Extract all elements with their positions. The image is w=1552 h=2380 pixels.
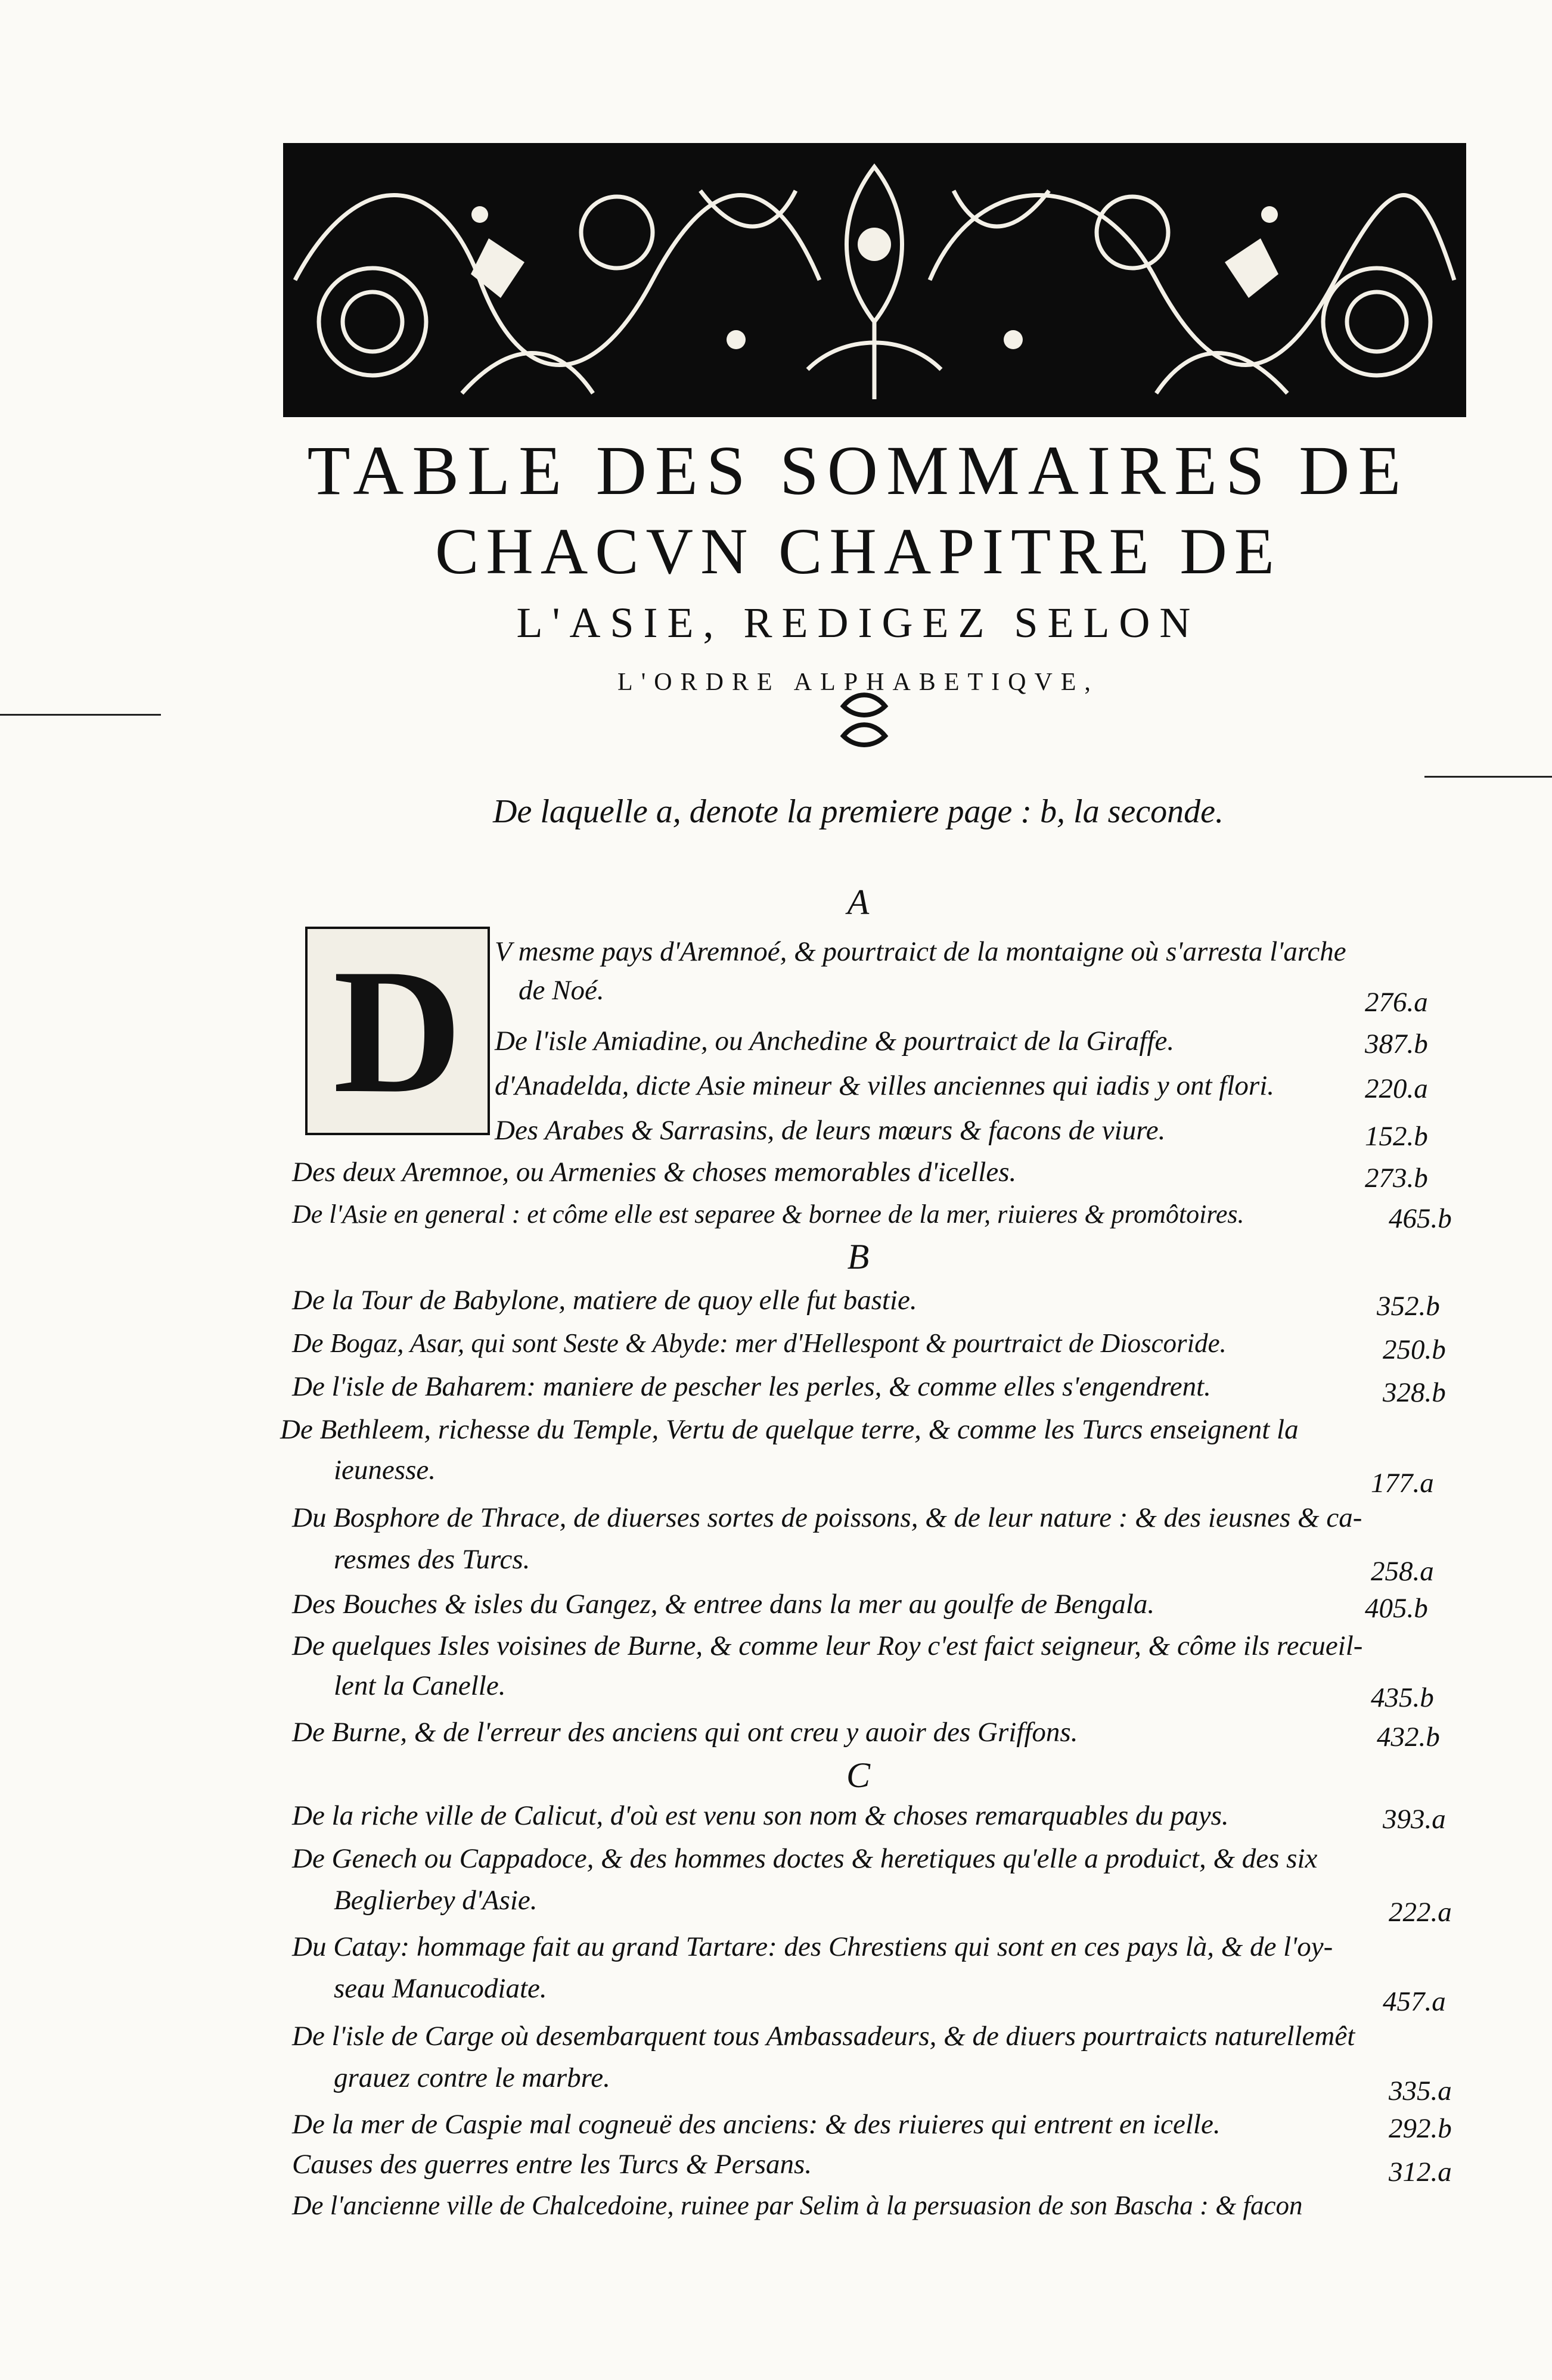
fleuron-icon [831,688,897,754]
entry-c6-line1: Causes des guerres entre les Turcs & Persans. [292,2149,812,2180]
entry-c2-page: 222.a [1389,1897,1452,1928]
entry-c3-page: 457.a [1383,1986,1446,2017]
title-block [238,429,1478,709]
entry-c2-line2: Beglierbey d'Asie. [334,1885,538,1916]
entry-a1-page: 276.a [1365,987,1428,1018]
entry-a2-page: 387.b [1365,1029,1428,1059]
entry-c1-line1: De la riche ville de Calicut, d'où est venu son nom & choses remarquables du pays. [292,1800,1229,1831]
entry-b8-page: 432.b [1377,1722,1440,1753]
entry-b1-page: 352.b [1377,1291,1440,1322]
entry-b4-line2: ieunesse. [334,1455,436,1486]
title-line-4: L'ORDRE ALPHABETIQVE, [617,669,1099,696]
entry-b3-line1: De l'isle de Baharem: maniere de pescher les perles, & comme elles s'engendrent. [292,1371,1211,1402]
entry-c5-page: 292.b [1389,2113,1452,2144]
entry-b4-page: 177.a [1371,1468,1434,1499]
entry-c6-page: 312.a [1389,2157,1452,2188]
entry-b5-line2: resmes des Turcs. [334,1544,530,1575]
entry-c4-line1: De l'isle de Carge où desembarquent tous Ambassadeurs, & de diuers pourtraicts naturellemêt [292,2021,1355,2052]
page-note: De laquelle a, denote la premiere page : b, la seconde. [493,793,1224,830]
entry-a5-page: 273.b [1365,1163,1428,1194]
entry-b7-page: 435.b [1371,1682,1434,1713]
entry-b2-line1: De Bogaz, Asar, qui sont Seste & Abyde: mer d'Hellespont & pourtraict de Dioscoride. [292,1328,1227,1358]
entry-a6-line1: De l'Asie en general : et côme elle est separee & bornee de la mer, riuieres & promôtoires. [292,1200,1244,1229]
title-line-2: CHACVN CHAPITRE DE [435,515,1281,588]
entry-a1-line2: de Noé. [519,975,604,1006]
entry-c4-page: 335.a [1389,2075,1452,2106]
entry-c3-line2: seau Manucodiate. [334,1973,547,2004]
entry-b8-line1: De Burne, & de l'erreur des anciens qui ont creu y auoir des Griffons. [292,1717,1078,1748]
ornamental-headpiece [283,143,1466,417]
entry-a3-line1: d'Anadelda, dicte Asie mineur & villes anciennes qui iadis y ont flori. [495,1070,1275,1101]
entry-c5-line1: De la mer de Caspie mal cogneuë des anciens: & des riuieres qui entrent en icelle. [292,2109,1221,2140]
entry-b1-line1: De la Tour de Babylone, matiere de quoy elle fut bastie. [292,1285,917,1316]
margin-rule-left [0,714,161,716]
entry-a5-line1: Des deux Aremnoe, ou Armenies & choses memorables d'icelles. [292,1157,1017,1188]
entry-c2-line1: De Genech ou Cappadoce, & des hommes doctes & heretiques qu'elle a produict, & des six [292,1843,1318,1874]
title-line-3: L'ASIE, REDIGEZ SELON [516,599,1200,647]
ornamental-headpiece-art [283,143,1466,417]
entry-b3-page: 328.b [1383,1377,1446,1408]
entry-b4-line1: De Bethleem, richesse du Temple, Vertu de quelque terre, & comme les Turcs enseignent la [280,1414,1299,1445]
entry-c4-line2: grauez contre le marbre. [334,2062,610,2093]
entry-c1-page: 393.a [1383,1804,1446,1835]
section-letter-a: A [847,883,870,922]
section-letter-c: C [846,1756,871,1795]
entry-b5-page: 258.a [1371,1556,1434,1587]
entry-b6-line1: Des Bouches & isles du Gangez, & entree dans la mer au goulfe de Bengala. [292,1589,1155,1620]
entry-a2-line1: De l'isle Amiadine, ou Anchedine & pourtraict de la Giraffe. [495,1026,1175,1057]
entry-a4-page: 152.b [1365,1121,1428,1152]
entry-a3-page: 220.a [1365,1073,1428,1104]
entry-b6-page: 405.b [1365,1593,1428,1624]
entry-b7-line2: lent la Canelle. [334,1670,506,1701]
dropcap [305,927,490,1135]
entry-a1-line1: V mesme pays d'Aremnoé, & pourtraict de la montaigne où s'arresta l'arche [495,936,1346,967]
entry-c3-line1: Du Catay: hommage fait au grand Tartare: des Chrestiens qui sont en ces pays là, & de l'oy- [292,1931,1333,1962]
title-line-1: TABLE DES SOMMAIRES DE [307,431,1410,509]
entry-b5-line1: Du Bosphore de Thrace, de diuerses sortes de poissons, & de leur nature : & des ieusnes & ca- [292,1502,1362,1533]
entry-c7-line1: De l'ancienne ville de Chalcedoine, ruinee par Selim à la persuasion de son Bascha : & facon [292,2191,1303,2220]
entry-a6-page: 465.b [1389,1203,1452,1234]
dropcap-letter: D [333,932,463,1130]
entry-a4-line1: Des Arabes & Sarrasins, de leurs mœurs & facons de viure. [495,1115,1166,1146]
entry-b7-line1: De quelques Isles voisines de Burne, & comme leur Roy c'est faict seigneur, & côme ils recueil- [292,1630,1363,1661]
margin-rule-right [1424,776,1552,778]
entry-b2-page: 250.b [1383,1334,1446,1365]
section-letter-b: B [847,1237,870,1276]
